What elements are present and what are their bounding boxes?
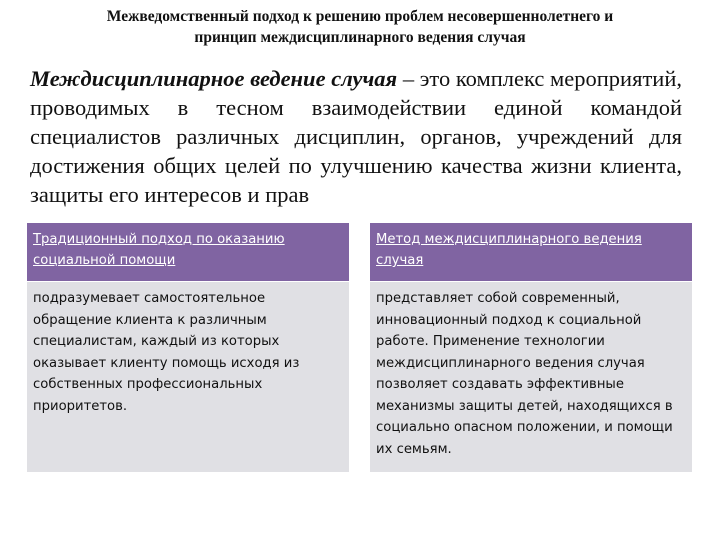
column-gap xyxy=(350,282,370,473)
slide-title-line-2: принцип междисциплинарного ведения случая xyxy=(194,29,526,46)
table-header-row xyxy=(27,223,693,282)
definition-text: – это комплекс мероприятий, проводимых в тесном взаимодействии единой командой специалистов различных дисциплин, органов, учреждений для достижения общих целей по улучшению качества жизни клиента, защиты его интересов и прав xyxy=(30,66,682,207)
comparison-table xyxy=(26,222,693,473)
table-row xyxy=(27,282,693,473)
slide-title-line-1: Межведомственный подход к решению проблем несовершеннолетнего и xyxy=(106,8,614,25)
cell-traditional-approach: подразумевает самостоятельное обращение клиента к различным специалистам, каждый из которых оказывает клиенту помощь исходя из собственных профессиональных приоритетов. xyxy=(27,282,350,473)
slide-title xyxy=(40,6,680,48)
definition-paragraph xyxy=(30,64,682,209)
definition-term: Междисциплинарное ведение случая xyxy=(30,66,398,91)
cell-interdisciplinary-method: представляет собой современный, инновационный подход к социальной работе. Применение технологии междисциплинарного ведения случая позволяет создавать эффективные механизмы защиты детей, находящихся в социально опасном положении, и помощи их семьям. xyxy=(370,282,693,473)
column-gap xyxy=(350,223,370,282)
header-interdisciplinary-method: Метод междисциплинарного ведения случая xyxy=(370,223,693,282)
header-traditional-approach: Традиционный подход по оказанию социальной помощи xyxy=(27,223,350,282)
